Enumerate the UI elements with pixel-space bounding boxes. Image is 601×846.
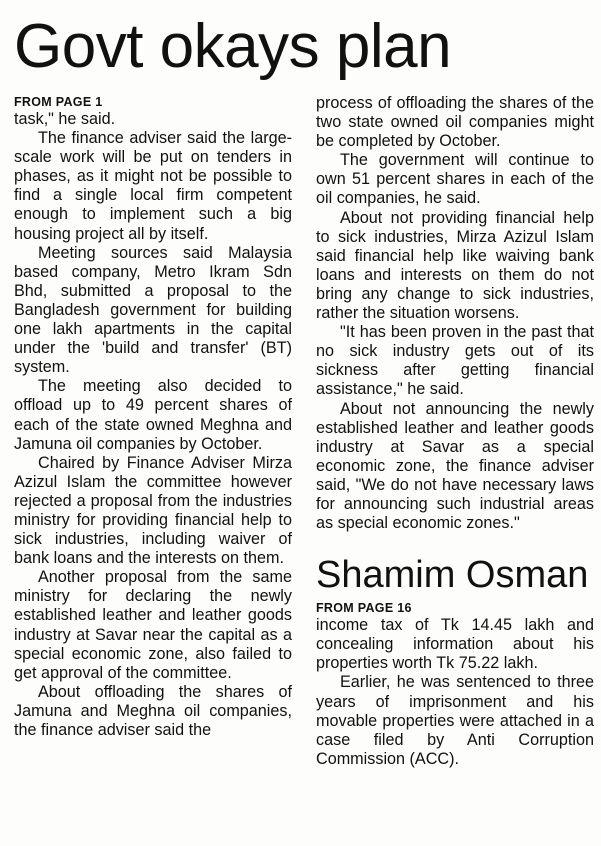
article-paragraph: About not providing financial help to sick industries, Mirza Azizul Islam said financial help like waiving bank loans and interests on them do not bring any change to sick industries, rather the situation worsens. xyxy=(316,208,594,323)
article-paragraph: The finance adviser said the large-scale work will be put on tenders in phases, as it might not be possible to find a single local firm competent enough to implement such a big housing project all by itself. xyxy=(14,129,292,243)
from-page-label: FROM PAGE 1 xyxy=(14,95,103,109)
article-paragraph: process of offloading the shares of the two state owned oil companies might be completed by October. xyxy=(316,94,594,151)
article-paragraph: income tax of Tk 14.45 lakh and concealing information about his properties worth Tk 75.22 lakh. xyxy=(316,616,594,673)
article-paragraph: Another proposal from the same ministry for declaring the newly established leather and leather goods industry at Savar near the capital as a special economic zone, also failed to get approval of the committee. xyxy=(14,568,292,682)
left-column xyxy=(14,94,292,740)
article-paragraph: About offloading the shares of Jamuna and Meghna oil companies, the finance adviser said the xyxy=(14,682,292,739)
article-paragraph: "It has been proven in the past that no sick industry gets out of its sickness after getting financial assistance," he said. xyxy=(316,323,594,399)
from-page-label: FROM PAGE 16 xyxy=(316,601,412,616)
right-column xyxy=(316,94,594,769)
article-paragraph: task," he said. xyxy=(14,110,116,128)
article-paragraph: About not announcing the newly established leather and leather goods industry at Savar as a special economic zone, the finance adviser said, "We do not have necessary laws for announcing such industrial areas as special economic zones." xyxy=(316,399,594,533)
article-paragraph: Chaired by Finance Adviser Mirza Azizul Islam the committee however rejected a proposal from the industries ministry for providing financial help to sick industries, including waiver of bank loans and the interests on them. xyxy=(14,453,292,568)
second-story-headline: Shamim Osman xyxy=(316,554,589,597)
article-paragraph: Meeting sources said Malaysia based company, Metro Ikram Sdn Bhd, submitted a proposal to the Bangladesh government for building one lakh apartments in the capital under the 'build and transfer' (BT) system. xyxy=(14,243,292,377)
article-paragraph: Earlier, he was sentenced to three years of imprisonment and his movable properties were attached in a case filed by Anti Corruption Commission (ACC). xyxy=(316,673,594,768)
headline: Govt okays plan xyxy=(14,12,452,81)
article-paragraph: The government will continue to own 51 percent shares in each of the oil companies, he said. xyxy=(316,151,594,208)
article-paragraph: The meeting also decided to offload up to 49 percent shares of each of the state owned Meghna and Jamuna oil companies by October. xyxy=(14,377,292,453)
